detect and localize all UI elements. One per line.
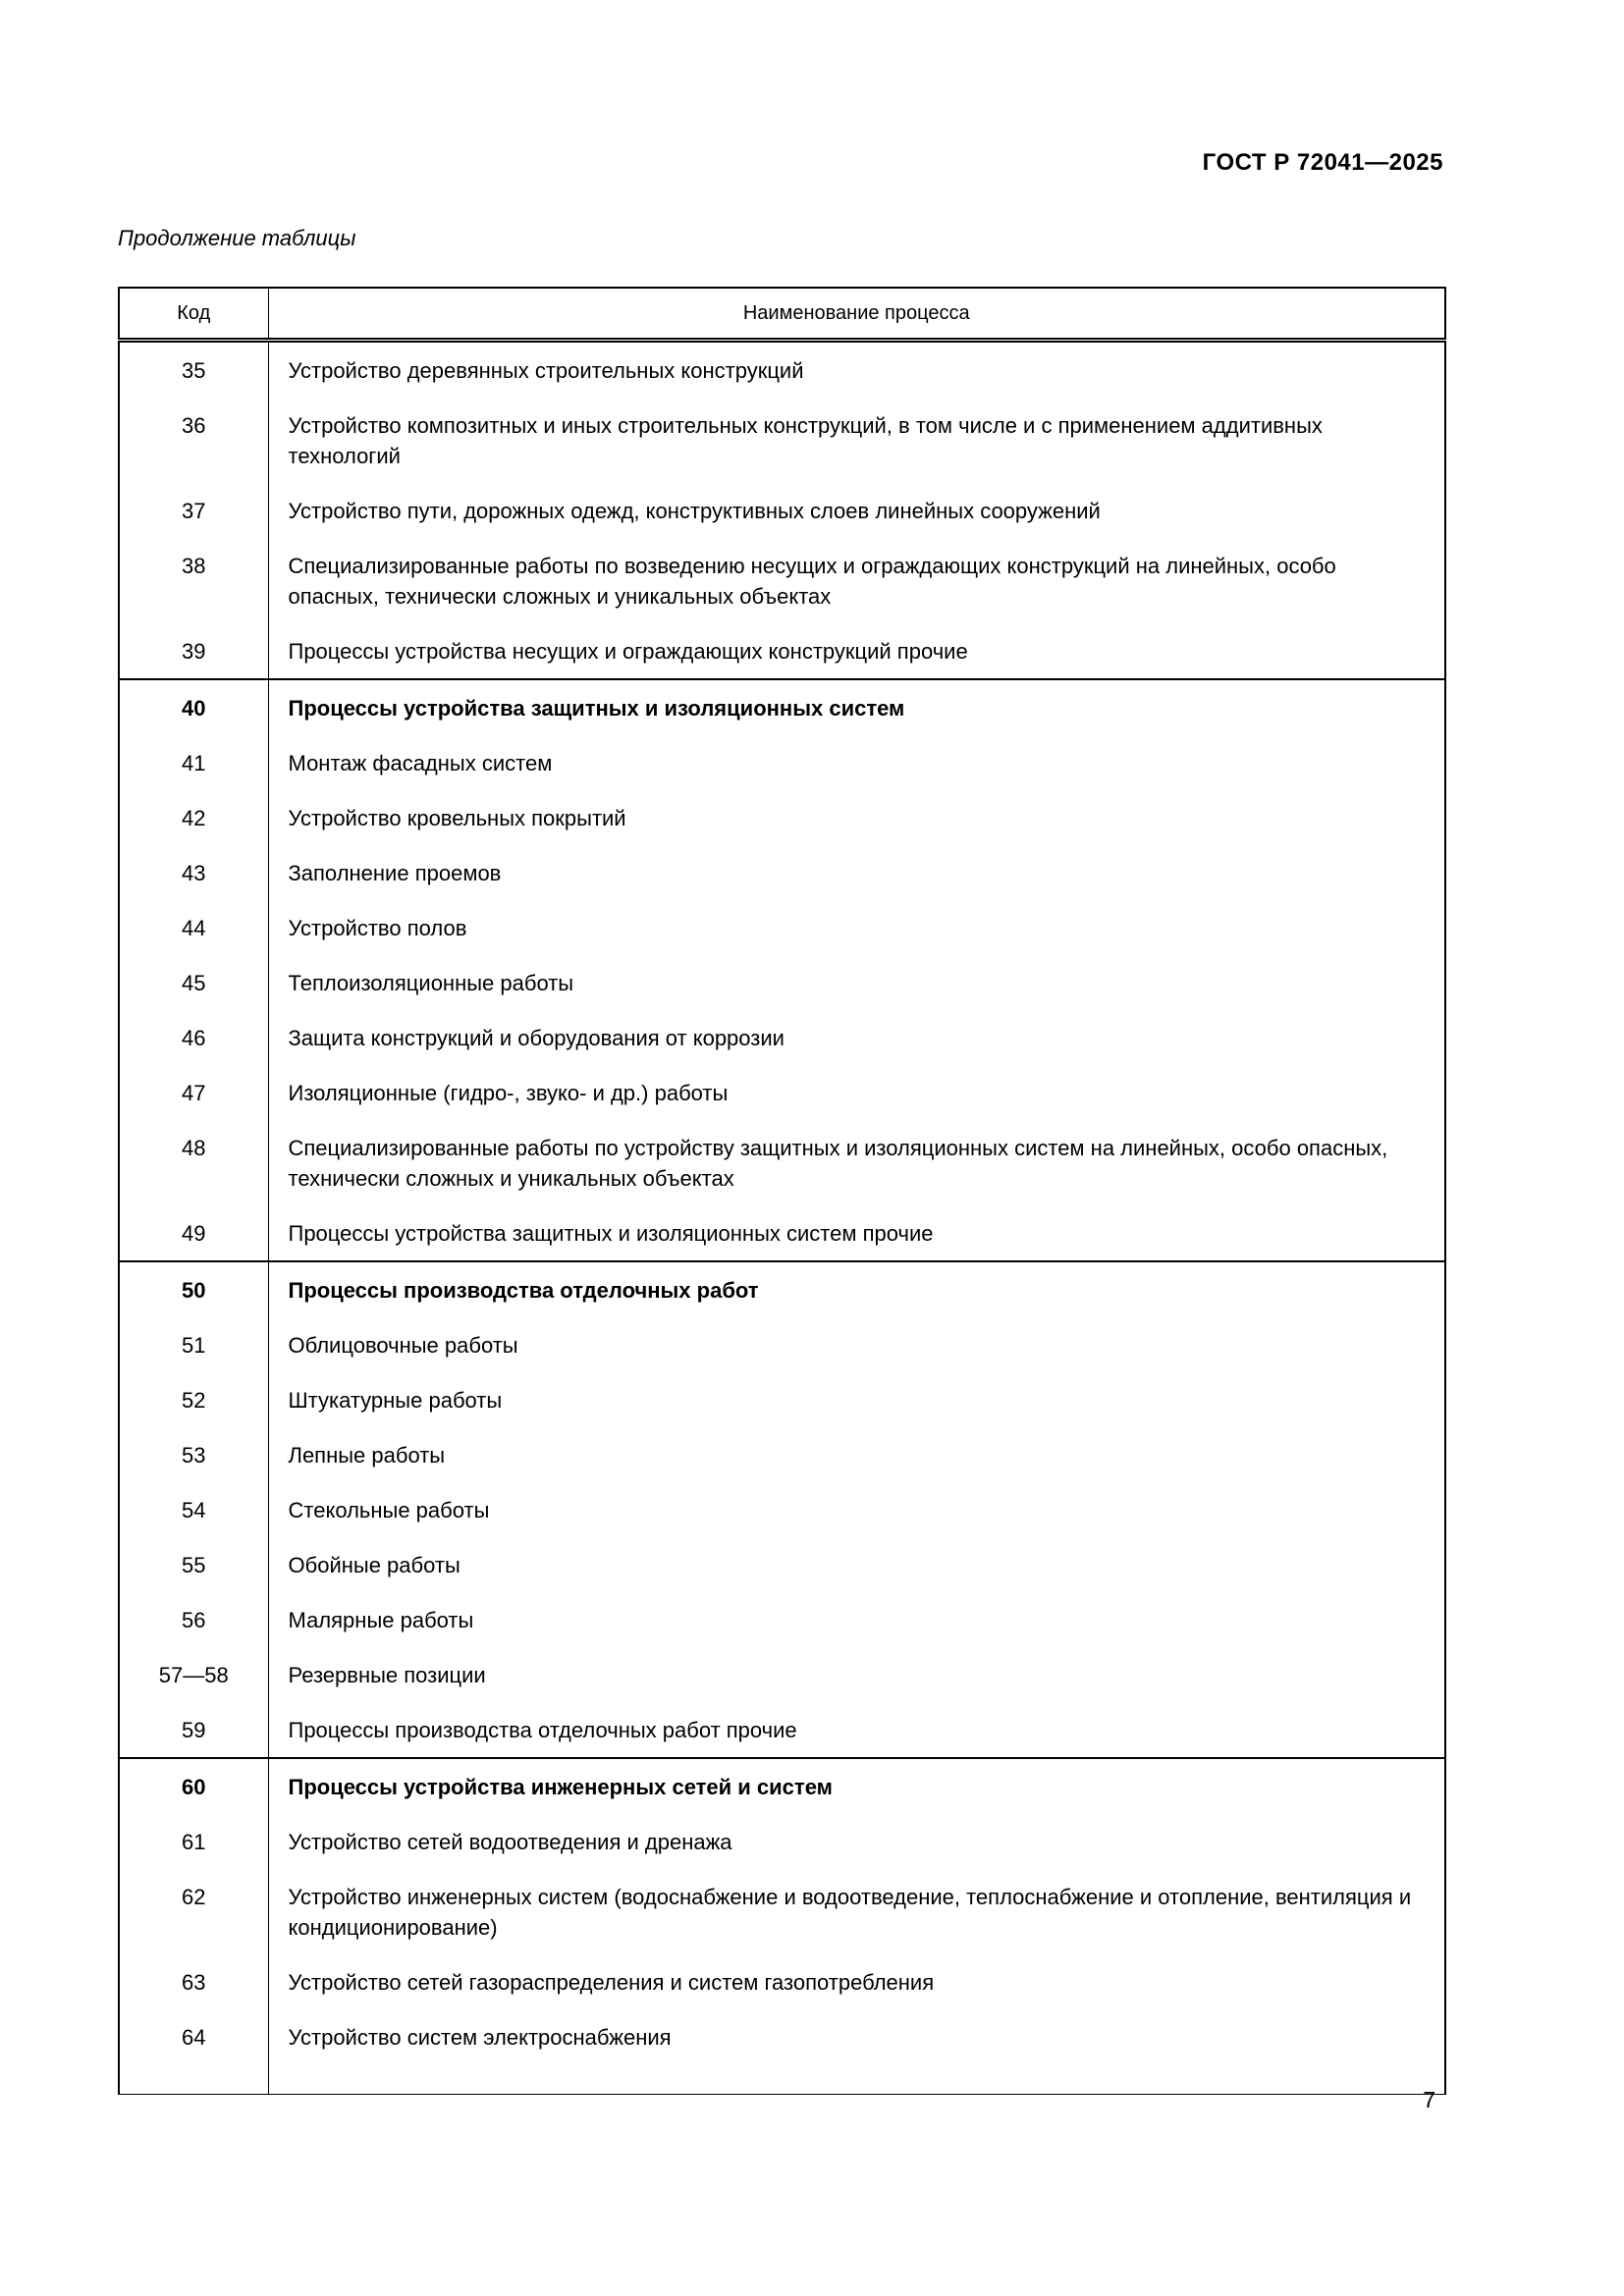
table-body [119,341,1445,2095]
process-code: 62 [119,1869,268,1954]
process-code: 37 [119,483,268,538]
table-row [119,398,1445,483]
table-row [119,1372,1445,1427]
process-code: 35 [119,341,268,399]
process-code: 40 [119,679,268,735]
table-row [119,1120,1445,1205]
process-name: Специализированные работы по устройству защитных и изоляционных систем на линейных, особо опасных, технически сложных и уникальных объектах [288,1136,1388,1191]
process-code: 43 [119,845,268,900]
process-code: 45 [119,955,268,1010]
process-code: 38 [119,538,268,623]
process-name: Устройство полов [288,916,467,940]
table-row [119,1065,1445,1120]
process-code: 54 [119,1482,268,1537]
process-name: Устройство кровельных покрытий [288,806,626,830]
process-name: Обойные работы [288,1553,460,1577]
process-name: Облицовочные работы [288,1333,518,1358]
table-row [119,1261,1445,1317]
process-name: Лепные работы [288,1443,446,1468]
table-row [119,1482,1445,1537]
process-code: 47 [119,1065,268,1120]
process-name: Процессы устройства несущих и ограждающих конструкций прочие [288,639,968,664]
process-code: 41 [119,735,268,790]
table-row [119,2009,1445,2095]
process-name: Процессы устройства защитных и изоляционных систем прочие [288,1221,934,1246]
table-row [119,1758,1445,1814]
process-name: Защита конструкций и оборудования от коррозии [288,1026,785,1050]
process-code: 61 [119,1814,268,1869]
process-code: 48 [119,1120,268,1205]
table-row [119,1010,1445,1065]
process-table [118,287,1446,2095]
process-code: 46 [119,1010,268,1065]
table-row [119,623,1445,679]
table-row [119,1592,1445,1647]
table-row [119,1427,1445,1482]
process-code: 55 [119,1537,268,1592]
table-row [119,483,1445,538]
process-code: 42 [119,790,268,845]
table-row [119,679,1445,735]
table-row [119,1954,1445,2009]
process-name: Штукатурные работы [288,1388,503,1413]
process-code: 44 [119,900,268,955]
process-code: 57—58 [119,1647,268,1702]
table-row [119,1814,1445,1869]
document-reference: ГОСТ Р 72041—2025 [1202,149,1443,176]
process-name: Изоляционные (гидро-, звуко- и др.) работы [288,1081,729,1105]
table-row [119,900,1445,955]
table-continuation-caption: Продолжение таблицы [118,226,356,250]
process-name: Устройство пути, дорожных одежд, конструктивных слоев линейных сооружений [288,499,1101,523]
process-code: 36 [119,398,268,483]
process-code: 60 [119,1758,268,1814]
table-row [119,1702,1445,1758]
process-name: Устройство композитных и иных строительных конструкций, в том числе и с применением аддитивных технологий [288,413,1323,468]
process-code: 59 [119,1702,268,1758]
process-name: Резервные позиции [288,1663,486,1687]
process-name: Устройство инженерных систем (водоснабжение и водоотведение, теплоснабжение и отопление, вентиляция и кондиционирование) [288,1885,1412,1940]
process-code: 64 [119,2009,268,2095]
column-header-name: Наименование процесса [268,288,1445,341]
process-code: 51 [119,1317,268,1372]
process-name: Заполнение проемов [288,861,502,885]
table-row [119,1537,1445,1592]
table-row [119,341,1445,399]
process-name: Малярные работы [288,1608,474,1632]
table-row [119,1205,1445,1261]
process-code: 49 [119,1205,268,1261]
table-row [119,790,1445,845]
table-row [119,1647,1445,1702]
table-row [119,1869,1445,1954]
process-name: Процессы устройства инженерных сетей и систем [268,1758,1445,1814]
table-row [119,538,1445,623]
process-code: 56 [119,1592,268,1647]
column-header-code: Код [119,288,268,341]
table-row [119,955,1445,1010]
process-name: Устройство систем электроснабжения [288,2025,672,2050]
table-row [119,845,1445,900]
process-code: 52 [119,1372,268,1427]
process-code: 50 [119,1261,268,1317]
process-code: 63 [119,1954,268,2009]
process-code: 39 [119,623,268,679]
table-header-row [119,288,1445,341]
table-row [119,735,1445,790]
process-name: Процессы производства отделочных работ [268,1261,1445,1317]
table-row [119,1317,1445,1372]
process-code: 53 [119,1427,268,1482]
process-name: Теплоизоляционные работы [288,971,574,995]
process-name: Процессы устройства защитных и изоляционных систем [268,679,1445,735]
process-name: Устройство сетей газораспределения и систем газопотребления [288,1970,935,1995]
process-name: Специализированные работы по возведению несущих и ограждающих конструкций на линейных, особо опасных, технически сложных и уникальных объектах [288,554,1336,609]
process-name: Устройство сетей водоотведения и дренажа [288,1830,732,1854]
page-number: 7 [1423,2087,1435,2112]
process-name: Монтаж фасадных систем [288,751,553,775]
process-name: Стекольные работы [288,1498,490,1522]
process-name: Устройство деревянных строительных конструкций [288,358,804,383]
process-name: Процессы производства отделочных работ прочие [288,1718,797,1742]
